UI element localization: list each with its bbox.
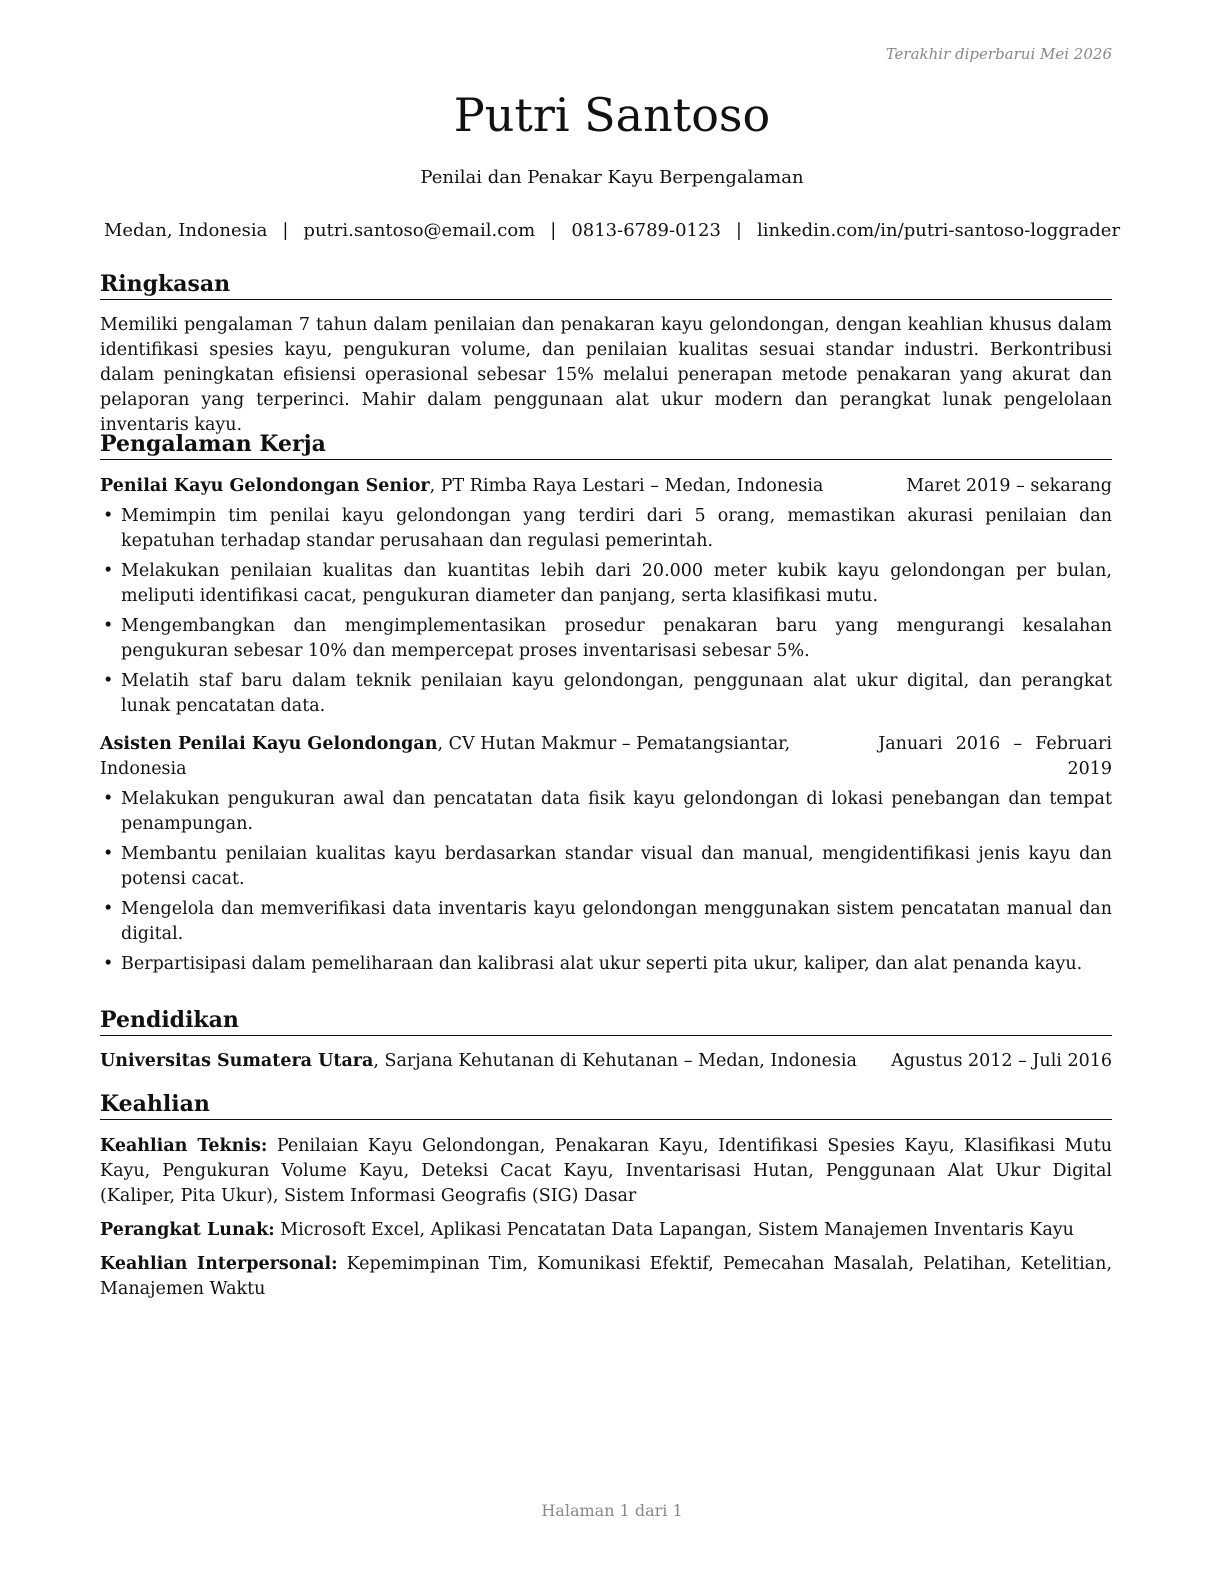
contact-line [0,220,1224,241]
section-title: Keahlian [100,1090,1112,1120]
job-org: , CV Hutan Makmur – Pematangsiantar, Indonesia [100,734,791,779]
education-entry [100,1049,1112,1074]
skills-section [100,1090,1112,1311]
list-item [100,614,1112,664]
bullet-icon: • [103,844,114,864]
list-item [100,897,1112,947]
job-dates: Januari 2016 – Februari 2019 [878,734,1112,779]
summary-text: Memiliki pengalaman 7 tahun dalam penilaian dan penakaran kayu gelondongan, dengan keahlian khusus dalam identifikasi spesies kayu, pengukuran volume, dan penilaian kualitas sesuai standar industri. Berkontribusi dalam peningkatan efisiensi operasional sebesar 15% melalui penerapan metode penakaran yang akurat dan pelaporan yang terperinci. Mahir dalam penggunaan alat ukur modern dan perangkat lunak pengelolaan inventaris kayu. [100,315,1112,435]
bullet-icon: • [103,671,114,691]
education-dates: Agustus 2012 – Juli 2016 [891,1051,1112,1071]
bullet-icon: • [103,954,114,974]
skill-label: Perangkat Lunak: [100,1220,275,1240]
list-item [100,559,1112,609]
bullet-text: Mengelola dan memverifikasi data inventaris kayu gelondongan menggunakan sistem pencatatan manual dan digital. [121,899,1112,944]
skill-list: Kepemimpinan Tim, Komunikasi Efektif, Pemecahan Masalah, Pelatihan, Ketelitian, Manajemen Waktu [100,1254,1113,1299]
experience-section [100,430,1112,982]
bullet-icon: • [103,506,114,526]
skill-label: Keahlian Teknis: [100,1136,268,1156]
candidate-name: Putri Santoso [453,88,771,142]
section-title: Pendidikan [100,1006,1112,1036]
list-item [100,842,1112,892]
bullet-text: Berpartisipasi dalam pemeliharaan dan kalibrasi alat ukur seperti pita ukur, kaliper, dan alat penanda kayu. [121,954,1083,974]
page-footer: Halaman 1 dari 1 [541,1501,683,1520]
skill-group [100,1252,1112,1302]
contact-linkedin[interactable]: linkedin.com/in/putri-santoso-loggrader [756,220,1121,241]
summary-section [100,270,1112,438]
contact-location: Medan, Indonesia [103,220,268,241]
job-org: , PT Rimba Raya Lestari – Medan, Indonesia [429,476,824,496]
bullet-text: Melatih staf baru dalam teknik penilaian kayu gelondongan, penggunaan alat ukur digital, dan perangkat lunak pencatatan data. [121,671,1112,716]
bullet-icon: • [103,899,114,919]
skill-list: Microsoft Excel, Aplikasi Pencatatan Data Lapangan, Sistem Manajemen Inventaris Kayu [274,1220,1074,1240]
skill-label: Keahlian Interpersonal: [100,1254,338,1274]
list-item [100,952,1112,977]
degree-detail: , Sarjana Kehutanan di Kehutanan – Medan, Indonesia [373,1051,857,1071]
education-section [100,1006,1112,1074]
separator: | [282,220,289,241]
bullet-text: Memimpin tim penilai kayu gelondongan yang terdiri dari 5 orang, memastikan akurasi penilaian dan kepatuhan terhadap standar perusahaan dan regulasi pemerintah. [121,506,1112,551]
bullet-text: Membantu penilaian kualitas kayu berdasarkan standar visual dan manual, mengidentifikasi jenis kayu dan potensi cacat. [121,844,1112,889]
job-entry [100,474,1112,719]
bullet-text: Melakukan pengukuran awal dan pencatatan data fisik kayu gelondongan di lokasi penebangan dan tempat penampungan. [121,789,1112,834]
separator: | [550,220,557,241]
skill-list: Penilaian Kayu Gelondongan, Penakaran Kayu, Identifikasi Spesies Kayu, Klasifikasi Mutu Kayu, Pengukuran Volume Kayu, Deteksi Cacat Kayu, Inventarisasi Hutan, Penggunaan Alat Ukur Digital (Kaliper, Pita Ukur), Sistem Informasi Geografis (SIG) Dasar [100,1136,1112,1206]
separator: | [735,220,742,241]
list-item [100,669,1112,719]
skill-group [100,1218,1112,1243]
contact-email[interactable]: putri.santoso@email.com [303,220,536,241]
bullet-icon: • [103,789,114,809]
bullet-icon: • [103,561,114,581]
job-role: Asisten Penilai Kayu Gelondongan [100,734,438,754]
bullet-icon: • [103,616,114,636]
job-entry [100,732,1112,977]
bullet-text: Melakukan penilaian kualitas dan kuantitas lebih dari 20.000 meter kubik kayu gelondongan per bulan, meliputi identifikasi cacat, pengukuran diameter dan panjang, serta klasifikasi mutu. [121,561,1112,606]
last-updated: Terakhir diperbarui Mei 2026 [885,45,1112,63]
section-title: Ringkasan [100,270,1112,300]
list-item [100,504,1112,554]
job-role: Penilai Kayu Gelondongan Senior [100,476,430,496]
school-name: Universitas Sumatera Utara [100,1051,374,1071]
headline: Penilai dan Penakar Kayu Berpengalaman [420,167,804,188]
list-item [100,787,1112,837]
contact-phone[interactable]: 0813-6789-0123 [571,220,721,241]
job-dates: Maret 2019 – sekarang [906,476,1112,496]
bullet-text: Mengembangkan dan mengimplementasikan prosedur penakaran baru yang mengurangi kesalahan pengukuran sebesar 10% dan mempercepat proses inventarisasi sebesar 5%. [121,616,1112,661]
section-title: Pengalaman Kerja [100,430,1112,460]
skill-group [100,1134,1112,1209]
